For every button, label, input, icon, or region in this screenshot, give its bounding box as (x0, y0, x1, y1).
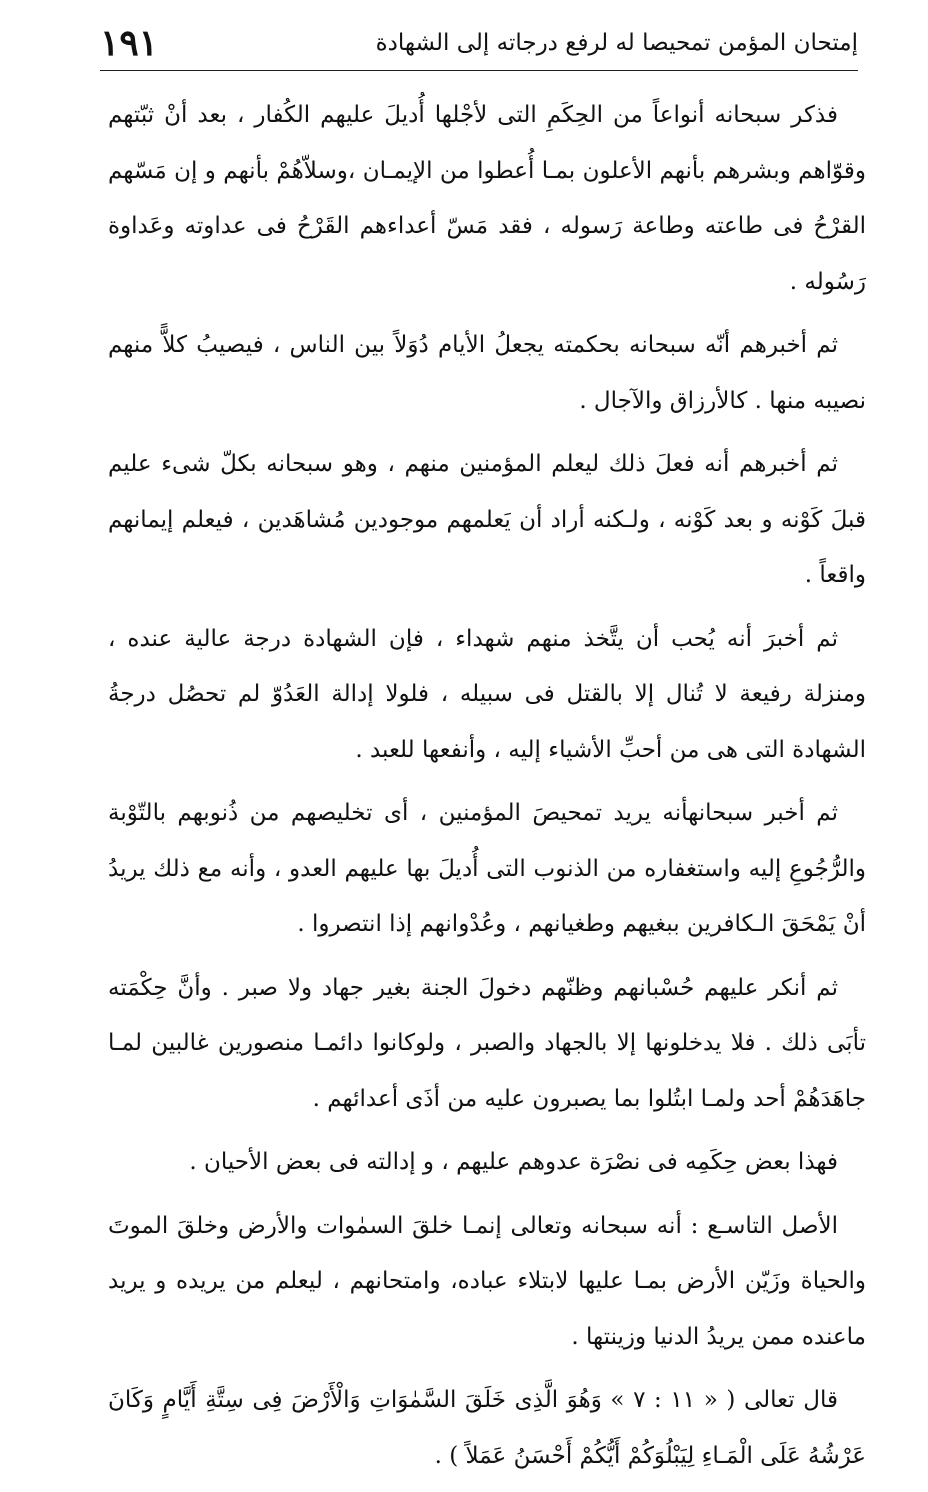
paragraph-wisdoms-of-defeat: فذكر سبحانه أنواعاً من الحِكَمِ التى لأجْلها أُديلَ عليهم الكُفار ، بعد أنْ ثبّتهم وقوّاهم وبشرهم بأنهم الأعلون بمـا أُعطوا من الإيمـان ،وسلاّهُمْ بأنهم و إن مَسّهم القرْحُ فى طاعته وطاعة رَسوله ، فقد مَسّ أعداءهم القَرْحُ فى عداوته وعَداوة رَسُوله . (108, 102, 866, 295)
paragraph-quran-quote: قال تعالى ( « ١١ : ٧ » وَهُوَ الَّذِى خَلَقَ السَّمٰوَاتِ وَالْأَرْضَ فِى سِتَّةِ أَيَّامٍ وَكَانَ عَرْشُهُ عَلَى الْمَـاءِ لِيَبْلُوَكُمْ أَيُّكُمْ أَحْسَنُ عَمَلاً ) . (108, 1387, 866, 1469)
paragraph-ninth-principle: الأصل التاسـع : أنه سبحانه وتعالى إنمـا خلقَ السمٰوات والأرض وخلقَ الموتَ والحياة وزَيّن الأرض بمـا عليها لابتلاء عباده، وامتحانهم ، ليعلم من يريده و يريد ماعنده ممن يريدُ الدنيا وزينتها . (108, 1212, 866, 1350)
paragraph-paradise-requires-jihad: ثم أنكر عليهم حُسْبانهم وظنّهم دخولَ الجنة بغير جهاد ولا صبر . وأنَّ حِكْمَته تأبَى ذلك . فلا يدخلونها إلا بالجهاد والصبر ، ولوكانوا دائمـا منصورين غالبين لمـا جاهَدَهُمْ أحد ولمـا ابتُلوا بما يصبرون عليه من أذَى أعدائهم . (108, 974, 866, 1112)
paragraph-summary: فهذا بعض حِكَمِه فى نصْرَة عدوهم عليهم ، و إدالته فى بعض الأحيان . (189, 1149, 838, 1175)
running-title: إمتحان المؤمن تمحيصا له لرفع درجاته إلى الشهادة (375, 30, 858, 56)
paragraph-purification: ثم أخبر سبحانهأنه يريد تمحيصَ المؤمنين ، أى تخليصهم من ذُنوبهم بالتّوْبة والرُّجُوعِ إليه واستغفاره من الذنوب التى أُديلَ بها عليهم العدو ، وأنه مع ذلك يريدُ أنْ يَمْحَقَ الـكافرين ببغيهم وطغيانهم ، وعُدْوانهم إذا انتصروا . (108, 800, 866, 937)
paragraph-days-alternate: ثم أخبرهم أنّه سبحانه بحكمته يجعلُ الأيام دُوَلاً بين الناس ، فيصيبُ كلاًّ منهم نصيبه منها . كالأرزاق والآجال . (108, 332, 866, 414)
page-header (100, 18, 858, 68)
page-body (108, 88, 866, 1492)
header-rule (100, 70, 858, 71)
paragraph-knowledge-of-believers: ثم أخبرهم أنه فعلَ ذلك ليعلم المؤمنين منهم ، وهو سبحانه بكلّ شىء عليم قبلَ كَوْنه و بعد كَوْنه ، ولـكنه أراد أن يَعلمهم موجودين مُشاهَدين ، فيعلم إيمانهم واقعاً . (108, 451, 866, 588)
paragraph-martyrdom: ثم أخبرَ أنه يُحب أن يتَّخذ منهم شهداء ، فإن الشهادة درجة عالية عنده ، ومنزلة رفيعة لا تُنال إلا بالقتل فى سبيله ، فلولا إدالة العَدُوّ لم تحصُل درجةُ الشهادة التى هى من أحبِّ الأشياء إليه ، وأنفعها للعبد . (108, 625, 866, 763)
page-number: ١٩١ (100, 22, 159, 64)
